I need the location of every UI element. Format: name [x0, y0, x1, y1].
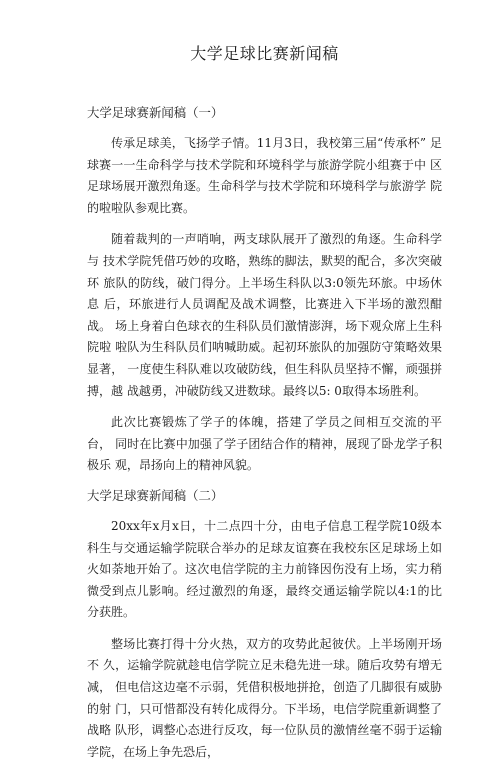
section-1 — [87, 104, 442, 477]
section-heading: 大学足球赛新闻稿（二） — [87, 487, 224, 503]
section-2 — [87, 487, 442, 763]
section-heading: 大学足球赛新闻稿（一） — [87, 105, 224, 120]
document-title: 大学足球比赛新闻稿 — [190, 44, 339, 63]
paragraph: 整场比赛打得十分火热，双方的攻势此起彼伏。上半场刚开场不 久，运输学院就趁电信学院立足未稳先进一球。随后攻势有增无减， 但电信这边毫不示弱，凭借积极地拼抢，创造了几脚很有威胁的射 门，只可惜都没有转化成得分。下半场，电信学院重新调整了战略 队形，调整心态进行反攻，每一位队员的激情丝毫不弱于运输学院，在场上争先恐后， — [87, 636, 442, 759]
paragraph: 随着裁判的一声哨响，两支球队展开了激烈的角逐。生命科学与 技术学院凭借巧妙的攻略，熟练的脚法，默契的配合，多次突破环 旅队的防线，破门得分。上半场生科队以3:0领先环旅。中场休息 后，环旅进行人员调配及战术调整，比赛进入下半场的激烈酣战。 场上身着白色球衣的生科队员们激情澎湃，场下观众席上生科院啦 啦队为生科队员们呐喊助威。起初环旅队的加强防守策略效果显著， 一度使生科队难以攻破防线，但生科队员坚持不懈，顽强拼搏，越 战越勇，冲破防线又进数球。最终以5: 0取得本场胜利。 — [87, 232, 442, 398]
paragraph: 传承足球美，飞扬学子情。11月3日，我校第三届“传承杯” 足球赛一一生命科学与技术学院和环境科学与旅游学院小组赛于中 区足球场展开激烈角逐。生命科学与技术学院和环境科学与旅游学 院的啦啦队参观比赛。 — [87, 136, 442, 215]
paragraph: 此次比赛锻炼了学子的体魄，搭建了学员之间相互交流的平台， 同时在比赛中加强了学子团结合作的精神，展现了卧龙学子积极乐 观，昂扬向上的精神风貌。 — [87, 415, 442, 473]
paragraph: 20xx年x月x日，十二点四十分，由电子信息工程学院10级本 科生与交通运输学院联合举办的足球友谊赛在我校东区足球场上如 火如荼地开始了。这次电信学院的主力前锋因伤没有上场，实力稍 微受到点儿影响。经过激烈的角逐，最终交通运输学院以4:1的比 分获胜。 — [87, 518, 442, 620]
